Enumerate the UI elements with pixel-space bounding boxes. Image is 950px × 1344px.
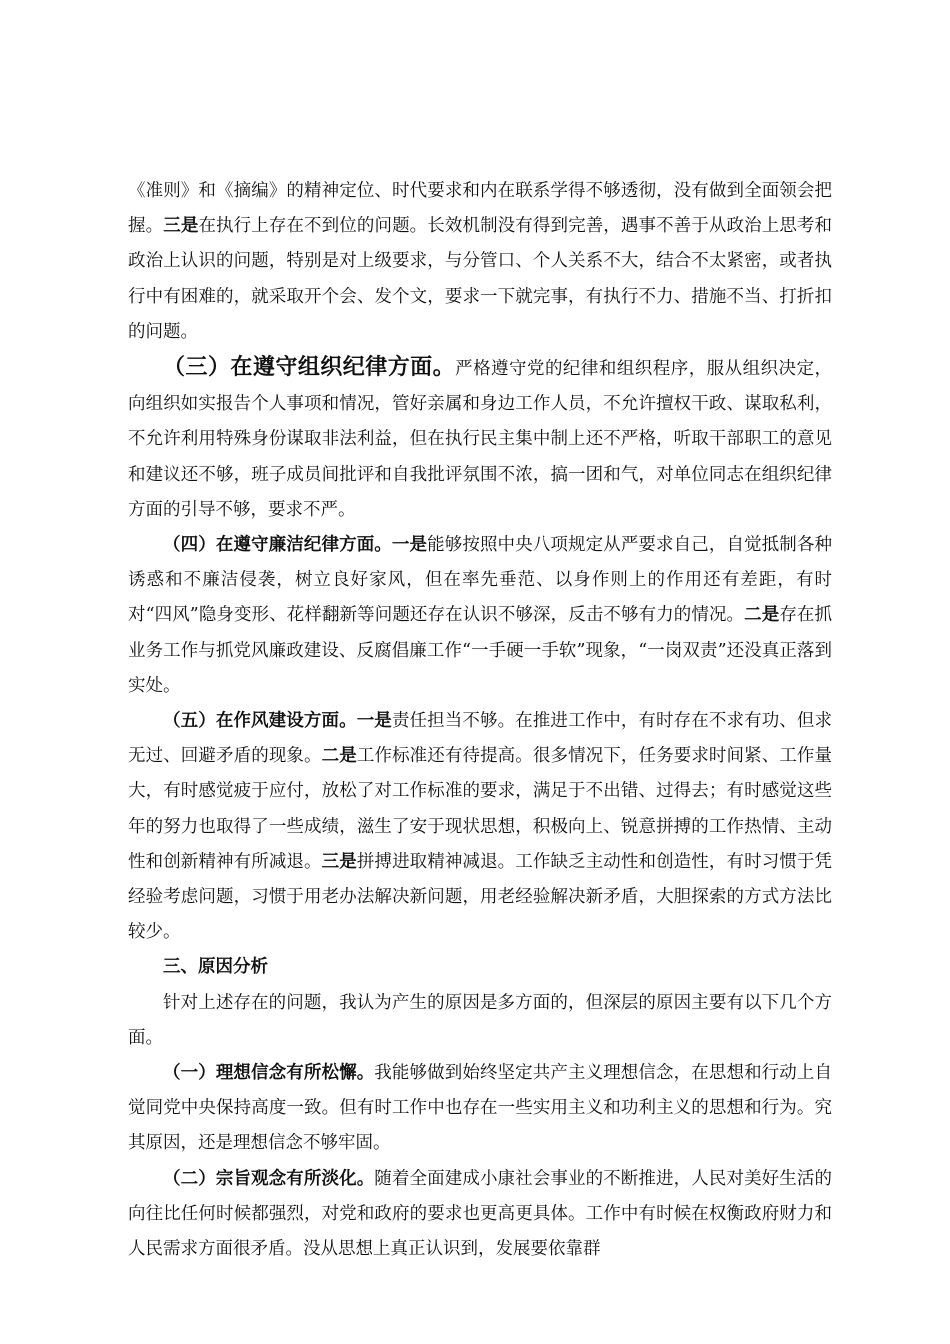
- text: 在执行上存在不到位的问题。长效机制没有得到完善，遇事不善于从政治上思考和政治上认识的问题，特别是对上级要求，与分管口、个人关系不大，结合不太紧密，或者执行中有困难的，就采取开个会、发个文，要求一下就完事，有执行不力、措施不当、打折扣的问题。: [128, 216, 833, 342]
- bold-lead: 一是: [391, 535, 428, 556]
- bold-lead: 三是: [321, 851, 357, 872]
- section-heading: （五）在作风建设方面。: [163, 711, 357, 732]
- bold-lead: 二是: [321, 746, 357, 767]
- section-heading: （四）在遵守廉洁纪律方面。: [163, 535, 392, 556]
- section-title-cause-analysis: 三、原因分析: [163, 957, 268, 978]
- text: 责任担当不够。在推进工作中，有时存在不求有功、但求无过、回避矛盾的现象。: [128, 711, 833, 767]
- text: 我能够做到始终坚定共产主义理想信念，在思想和行动上自觉同党中央保持高度一致。但有时工作中也存在一些实用主义和功利主义的思想和行为。究其原因，还是理想信念不够牢固。: [128, 1063, 832, 1154]
- paragraph-cause-intro: 针对上述存在的问题，我认为产生的原因是多方面的，但深层的原因主要有以下几个方面。: [128, 992, 832, 1048]
- paragraph-work-style: [128, 704, 832, 950]
- bold-lead: 一是: [356, 711, 392, 732]
- section-heading: （一）理想信念有所松懈。: [163, 1063, 375, 1084]
- section-heading: （二）宗旨观念有所淡化。: [163, 1168, 375, 1189]
- text: 严格遵守党的纪律和组织程序，服从组织决定，向组织如实报告个人事项和情况，管好亲属和身边工作人员，不允许擅权干政、谋取私利，不允许利用特殊身份谋取非法利益，但在执行民主集中制上还不严格，听取干部职工的意见和建议还不够，班子成员间批评和自我批评氛围不浓，搞一团和气，对单位同志在组织纪律方面的引导不够，要求不严。: [128, 359, 832, 520]
- text: 拼搏进取精神减退。工作缺乏主动性和创造性，有时习惯于凭经验考虑问题，习惯于用老办法解决新问题，用老经验解决新矛盾，大胆探索的方式方法比较少。: [128, 851, 833, 943]
- document-body: [128, 174, 832, 1267]
- paragraph-organizational-discipline: [128, 350, 832, 528]
- bold-lead: 三是: [163, 216, 199, 237]
- section-heading: （三）在遵守组织纪律方面。: [163, 354, 456, 381]
- text: 《准则》和《摘编》的精神定位、时代要求和内在联系学得不够透彻，没有做到全面领会把握。: [128, 181, 832, 237]
- text: 工作标准还有待提高。很多情况下，任务要求时间紧、工作量大，有时感觉疲于应付，放松了对工作标准的要求，满足于不出错、过得去；有时感觉这些年的努力也取得了一些成绩，滋生了安于现状思想，积极向上、锐意拼搏的工作热情、主动性和创新精神有所减退。: [128, 746, 833, 872]
- paragraph-execution-issues: [128, 174, 832, 350]
- bold-lead: 二是: [744, 605, 780, 626]
- text: 能够按照中央八项规定从严要求自己，自觉抵制各种诱惑和不廉洁侵袭，树立良好家风，但在率先垂范、以身作则上的作用还有差距，有时对“四风”隐身变形、花样翻新等问题还存在认识不够深，反击不够有力的情况。: [128, 535, 833, 626]
- paragraph-purpose-concept: [128, 1162, 832, 1268]
- text: 随着全面建成小康社会事业的不断推进，人民对美好生活的向往比任何时候都强烈，对党和政府的要求也更高更具体。工作中有时候在权衡政府财力和人民需求方面很矛盾。没从思想上真正认识到，发展要依靠群: [128, 1168, 832, 1260]
- paragraph-ideals-beliefs: [128, 1056, 832, 1162]
- paragraph-integrity-discipline: [128, 528, 832, 704]
- text: 存在抓业务工作与抓党风廉政建设、反腐倡廉工作“一手硬一手软”现象，“一岗双责”还没真正落到实处。: [128, 605, 833, 696]
